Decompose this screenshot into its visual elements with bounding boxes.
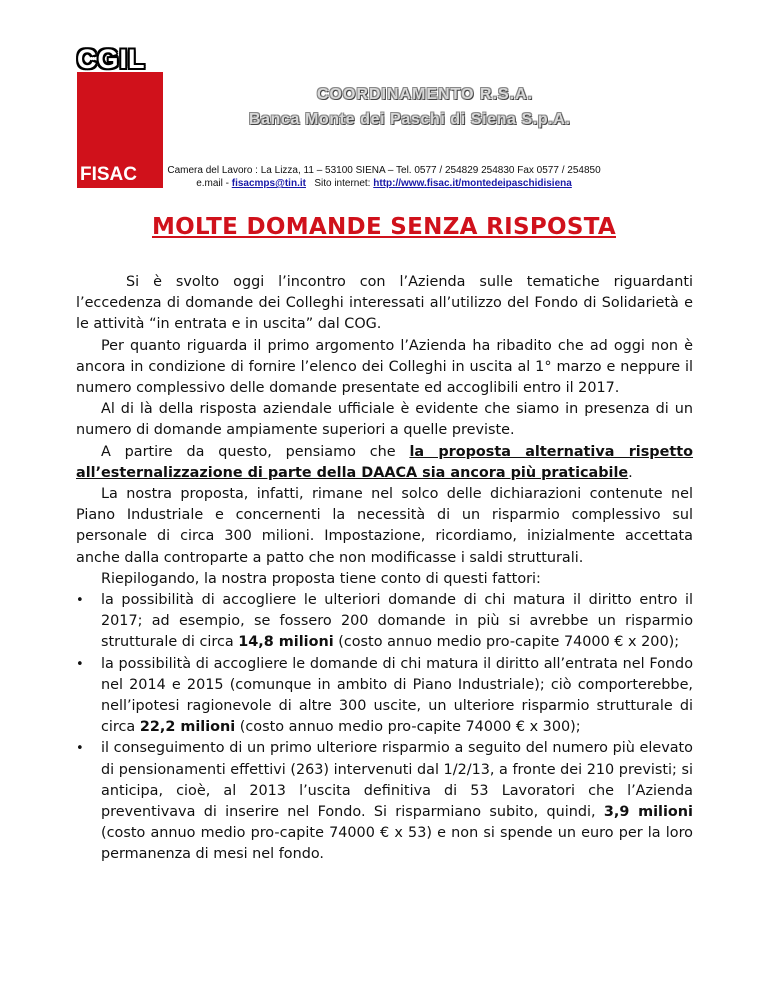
logo-cgil-text: CGIL: [77, 44, 146, 74]
list-item: [76, 738, 693, 865]
banner-bank-name: Banca Monte dei Paschi di Siena S.p.A.: [249, 111, 571, 128]
document-body: [76, 272, 693, 866]
paragraph-industrial-plan: La nostra proposta, infatti, rimane nel solco delle dichiarazioni contenute nel Piano Industriale e concernenti la necessità di un risparmio complessivo sul personale di circa 300 milioni. Impostazione, ricordiamo, inizialmente accettata anche dalla controparte a patto che non modificasse i saldi strutturali.: [76, 486, 693, 566]
website-link[interactable]: http://www.fisac.it/montedeipaschidisiena: [373, 178, 572, 189]
factors-list: [76, 590, 693, 866]
bullet-text: la possibilità di accogliere le ulteriori domande di chi matura il diritto entro il 2017; ad esempio, se fossero 200 domande in più si avrebbe un risparmio strutturale di circa: [101, 592, 693, 651]
address-line: Camera del Lavoro : La Lizza, 11 – 53100 SIENA – Tel. 0577 / 254829 254830 Fax 0577 / 254850: [167, 165, 601, 176]
bullet-note: (costo annuo medio pro-capite 74000 € x 200);: [333, 634, 680, 651]
bullet-text: la possibilità di accogliere le domande di chi matura il diritto all’entrata nel Fondo nel 2014 e 2015 (comunque in ambito di Piano Industriale); ciò comporterebbe, nell’ipotesi ragionevole di altre 300 uscite, un ulteriore risparmio strutturale di circa: [101, 655, 693, 736]
paragraph-summary: Riepilogando, la nostra proposta tiene conto di questi fattori:: [101, 570, 541, 587]
paragraph-proposal: [76, 442, 693, 484]
list-item: [76, 654, 693, 739]
document-title: MOLTE DOMANDE SENZA RISPOSTA: [151, 214, 616, 240]
logo-fisac-text: FISAC: [80, 164, 137, 185]
site-label: Sito internet:: [314, 178, 371, 189]
proposal-emphasis: la proposta alternativa rispetto all’esternalizzazione di parte della DAACA sia ancora più praticabile: [76, 443, 694, 481]
proposal-period: .: [628, 464, 633, 481]
paragraph-evident: Al di là della risposta aziendale ufficiale è evidente che siamo in presenza di un numero di domande ampiamente superiori a quelle previste.: [76, 401, 693, 439]
email-link[interactable]: fisacmps@tin.it: [231, 178, 306, 189]
bullet-text: il conseguimento di un primo ulteriore risparmio a seguito del numero più elevato di pensionamenti effettivi (263) intervenuti dal 1/2/13, a fronte dei 210 previsti; si anticipa, cioè, al 2013 l’uscita definitiva di 53 Lavoratori che l’Azienda preventivava di inserire nel Fondo. Si risparmiano subito, quindi,: [101, 740, 693, 821]
contact-line: [0, 178, 768, 189]
bullet-note: (costo annuo medio pro-capite 74000 € x 53) e non si spende un euro per la loro permanenza di mesi nel fondo.: [101, 825, 693, 863]
paragraph-intro: Si è svolto oggi l’incontro con l’Azienda sulle tematiche riguardanti l’eccedenza di domande dei Colleghi interessati all’utilizzo del Fondo di Solidarietà e le attività “in entrata e in uscita” dal COG.: [76, 274, 693, 333]
cgil-fisac-logo: [77, 44, 163, 185]
email-label: e.mail -: [196, 178, 232, 189]
list-item: [76, 590, 693, 654]
bullet-amount: 22,2 milioni: [139, 719, 236, 736]
bullet-amount: 3,9 milioni: [603, 804, 693, 821]
bullet-amount: 14,8 milioni: [238, 634, 334, 651]
banner-coordinamento: COORDINAMENTO R.S.A.: [317, 86, 534, 103]
proposal-lead-text: A partire da questo, pensiamo che: [101, 443, 410, 460]
paragraph-first-topic: Per quanto riguarda il primo argomento l’Azienda ha ribadito che ad oggi non è ancora in condizione di fornire l’elenco dei Colleghi in uscita al 1° marzo e neppure il numero complessivo delle domande presentate ed accoglibili entro il 2017.: [76, 337, 693, 397]
bullet-note: (costo annuo medio pro-capite 74000 € x 300);: [235, 719, 581, 736]
